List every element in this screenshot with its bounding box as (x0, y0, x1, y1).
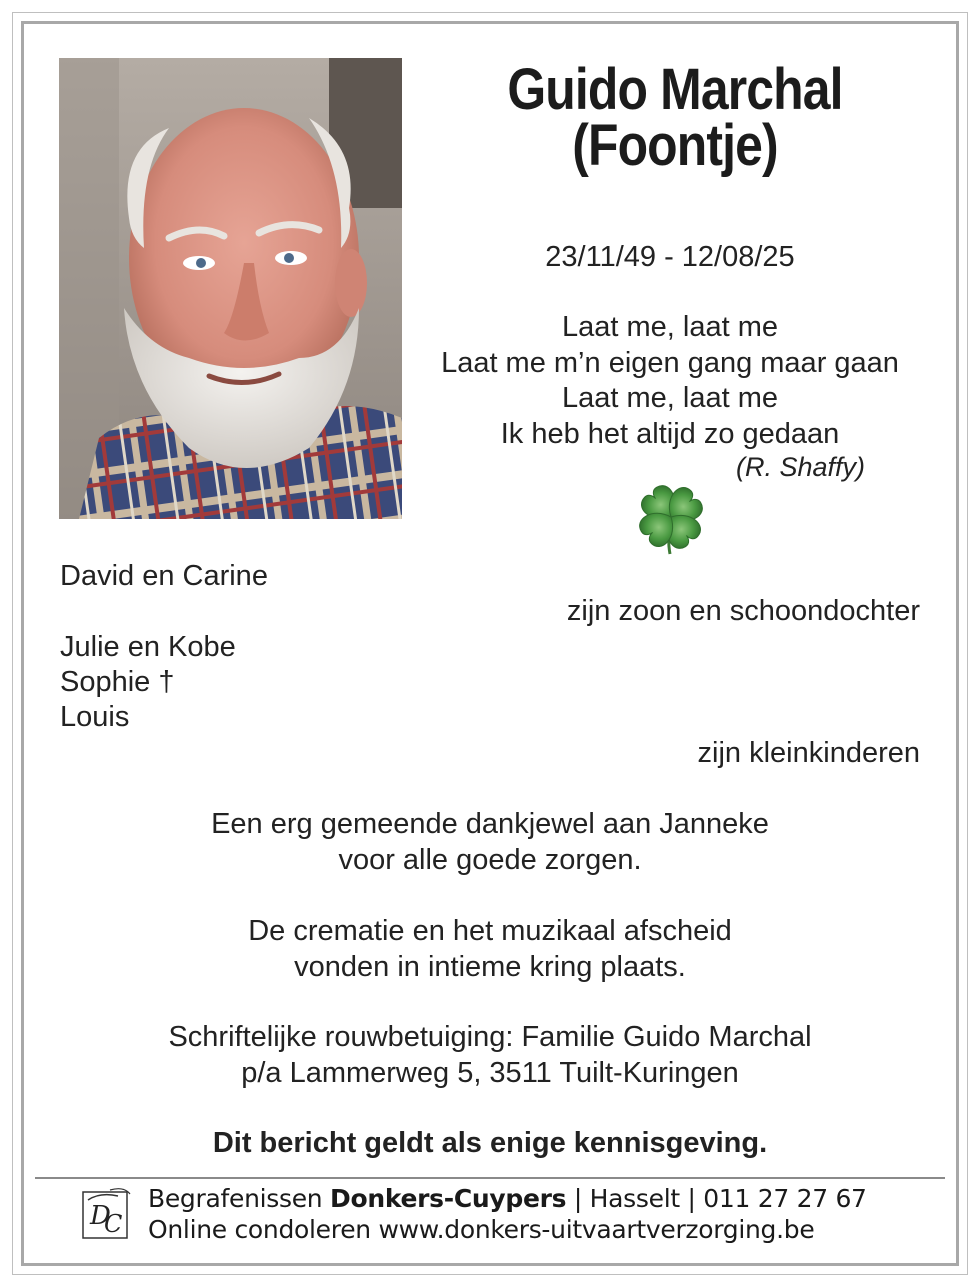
condolence-address (60, 1020, 920, 1091)
thanks-line: voor alle goede zorgen. (338, 843, 642, 876)
funeral-home-name: Donkers-Cuypers (330, 1184, 567, 1213)
cremation-line: vonden in intieme kring plaats. (294, 950, 686, 983)
name-line-2: (Foontje) (572, 113, 778, 178)
life-dates: 23/11/49 - 12/08/25 (545, 241, 795, 273)
grandchildren-relation: zijn kleinkinderen (697, 737, 920, 769)
thanks-line: Een erg gemeende dankjewel aan Janneke (211, 808, 769, 840)
poem-author: (R. Shaffy) (735, 452, 865, 482)
thanks-message (60, 807, 920, 878)
name-line-1: Guido Marchal (507, 57, 843, 122)
son-relation: zijn zoon en schoondochter (566, 595, 920, 627)
clover-icon (632, 480, 710, 558)
svg-text:C: C (104, 1210, 123, 1238)
footer-divider (35, 1177, 945, 1179)
grandchild-name: Julie en Kobe (60, 631, 236, 663)
poem-line: Ik heb het altijd zo gedaan (500, 417, 840, 450)
notice-statement: Dit bericht geldt als enige kennisgeving. (212, 1127, 768, 1159)
footer-city-phone: | Hasselt | 011 27 27 67 (566, 1184, 867, 1213)
online-condolence-line: Online condoleren www.donkers-uitvaartverzorging.be (148, 1215, 815, 1244)
grandchild-name: Sophie † (60, 666, 175, 698)
condolence-line: p/a Lammerweg 5, 3511 Tuilt-Kuringen (241, 1056, 739, 1089)
svg-text:D: D (90, 1201, 111, 1231)
footer-prefix: Begrafenissen (148, 1184, 330, 1213)
portrait-photo (59, 58, 402, 519)
grandchild-name: Louis (60, 701, 130, 733)
poem-line: Laat me m’n eigen gang maar gaan (441, 346, 899, 379)
poem-line: Laat me, laat me (562, 311, 778, 343)
dc-logo-icon (80, 1186, 132, 1242)
son-names: David en Carine (60, 560, 268, 592)
cremation-line: De crematie en het muzikaal afscheid (248, 915, 732, 947)
deceased-name (447, 57, 903, 178)
poem-line: Laat me, laat me (562, 382, 778, 414)
cremation-message (60, 914, 920, 985)
funeral-home-info (148, 1183, 938, 1245)
condolence-line: Schriftelijke rouwbetuiging: Familie Guido Marchal (168, 1021, 812, 1053)
funeral-home-line (148, 1183, 938, 1214)
poem (410, 310, 930, 452)
